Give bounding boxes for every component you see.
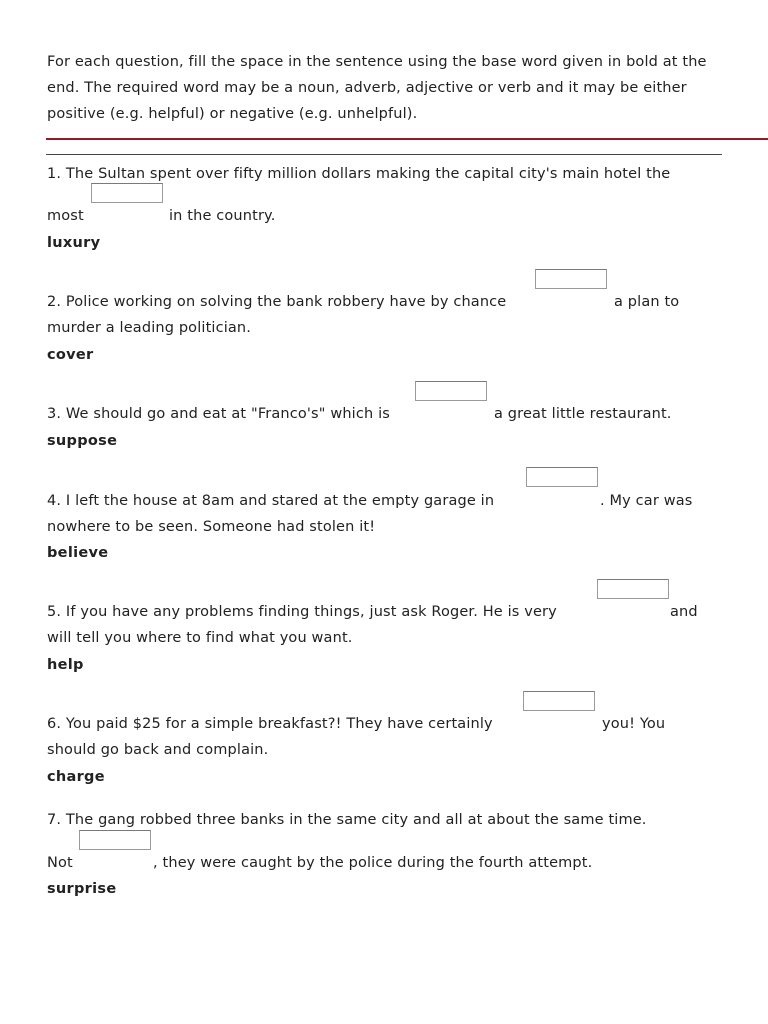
questions-divider [46,154,722,155]
question-1-answer-input[interactable] [91,183,163,203]
question-3-after-text: a great little restaurant. [494,406,672,422]
question-5-keyword: help [47,657,84,673]
question-6-keyword: charge [47,769,105,785]
instructions-text: For each question, fill the space in the sentence using the base word given in bold at the end. The required word may be a noun, adverb, adjective or verb and it may be either positive (e.g. helpful) or negative (e.g. unhelpful). [47,54,707,122]
question-1-before-text: most [47,208,84,224]
question-2-before-text: 2. Police working on solving the bank robbery have by chance [47,294,507,310]
question-2-after-text: a plan to [614,294,680,310]
question-7-after-text: , they were caught by the police during the fourth attempt. [153,855,593,871]
question-6-before-text: 6. You paid $25 for a simple breakfast?! They have certainly [47,716,493,732]
question-3-answer-input[interactable] [415,381,487,401]
question-5-after-text: and [670,604,698,620]
question-6-answer-input[interactable] [523,691,595,711]
header-divider [46,138,768,140]
question-7-answer-input[interactable] [79,830,151,850]
question-4-before-text: 4. I left the house at 8am and stared at the empty garage in [47,493,495,509]
question-1-keyword: luxury [47,235,101,251]
question-5-before-text: 5. If you have any problems finding things, just ask Roger. He is very [47,604,557,620]
question-3-before-text: 3. We should go and eat at "Franco's" which is [47,406,390,422]
question-6-after-text: you! You [602,716,666,732]
question-6-line2: should go back and complain. [47,742,269,758]
question-1-line1: 1. The Sultan spent over fifty million dollars making the capital city's main hotel the [47,166,671,182]
question-2-line2: murder a leading politician. [47,320,252,336]
question-4-keyword: believe [47,545,109,561]
question-7-before-text: Not [47,855,73,871]
question-5-answer-input[interactable] [597,579,669,599]
question-2-answer-input[interactable] [535,269,607,289]
question-3-keyword: suppose [47,433,118,449]
question-4-line2: nowhere to be seen. Someone had stolen it! [47,519,376,535]
question-1-after-text: in the country. [169,208,276,224]
question-4-after-text: . My car was [600,493,693,509]
question-2-keyword: cover [47,347,94,363]
question-7-line1: 7. The gang robbed three banks in the same city and all at about the same time. [47,812,647,828]
question-7-keyword: surprise [47,881,117,897]
question-5-line2: will tell you where to find what you want. [47,630,353,646]
question-4-answer-input[interactable] [526,467,598,487]
